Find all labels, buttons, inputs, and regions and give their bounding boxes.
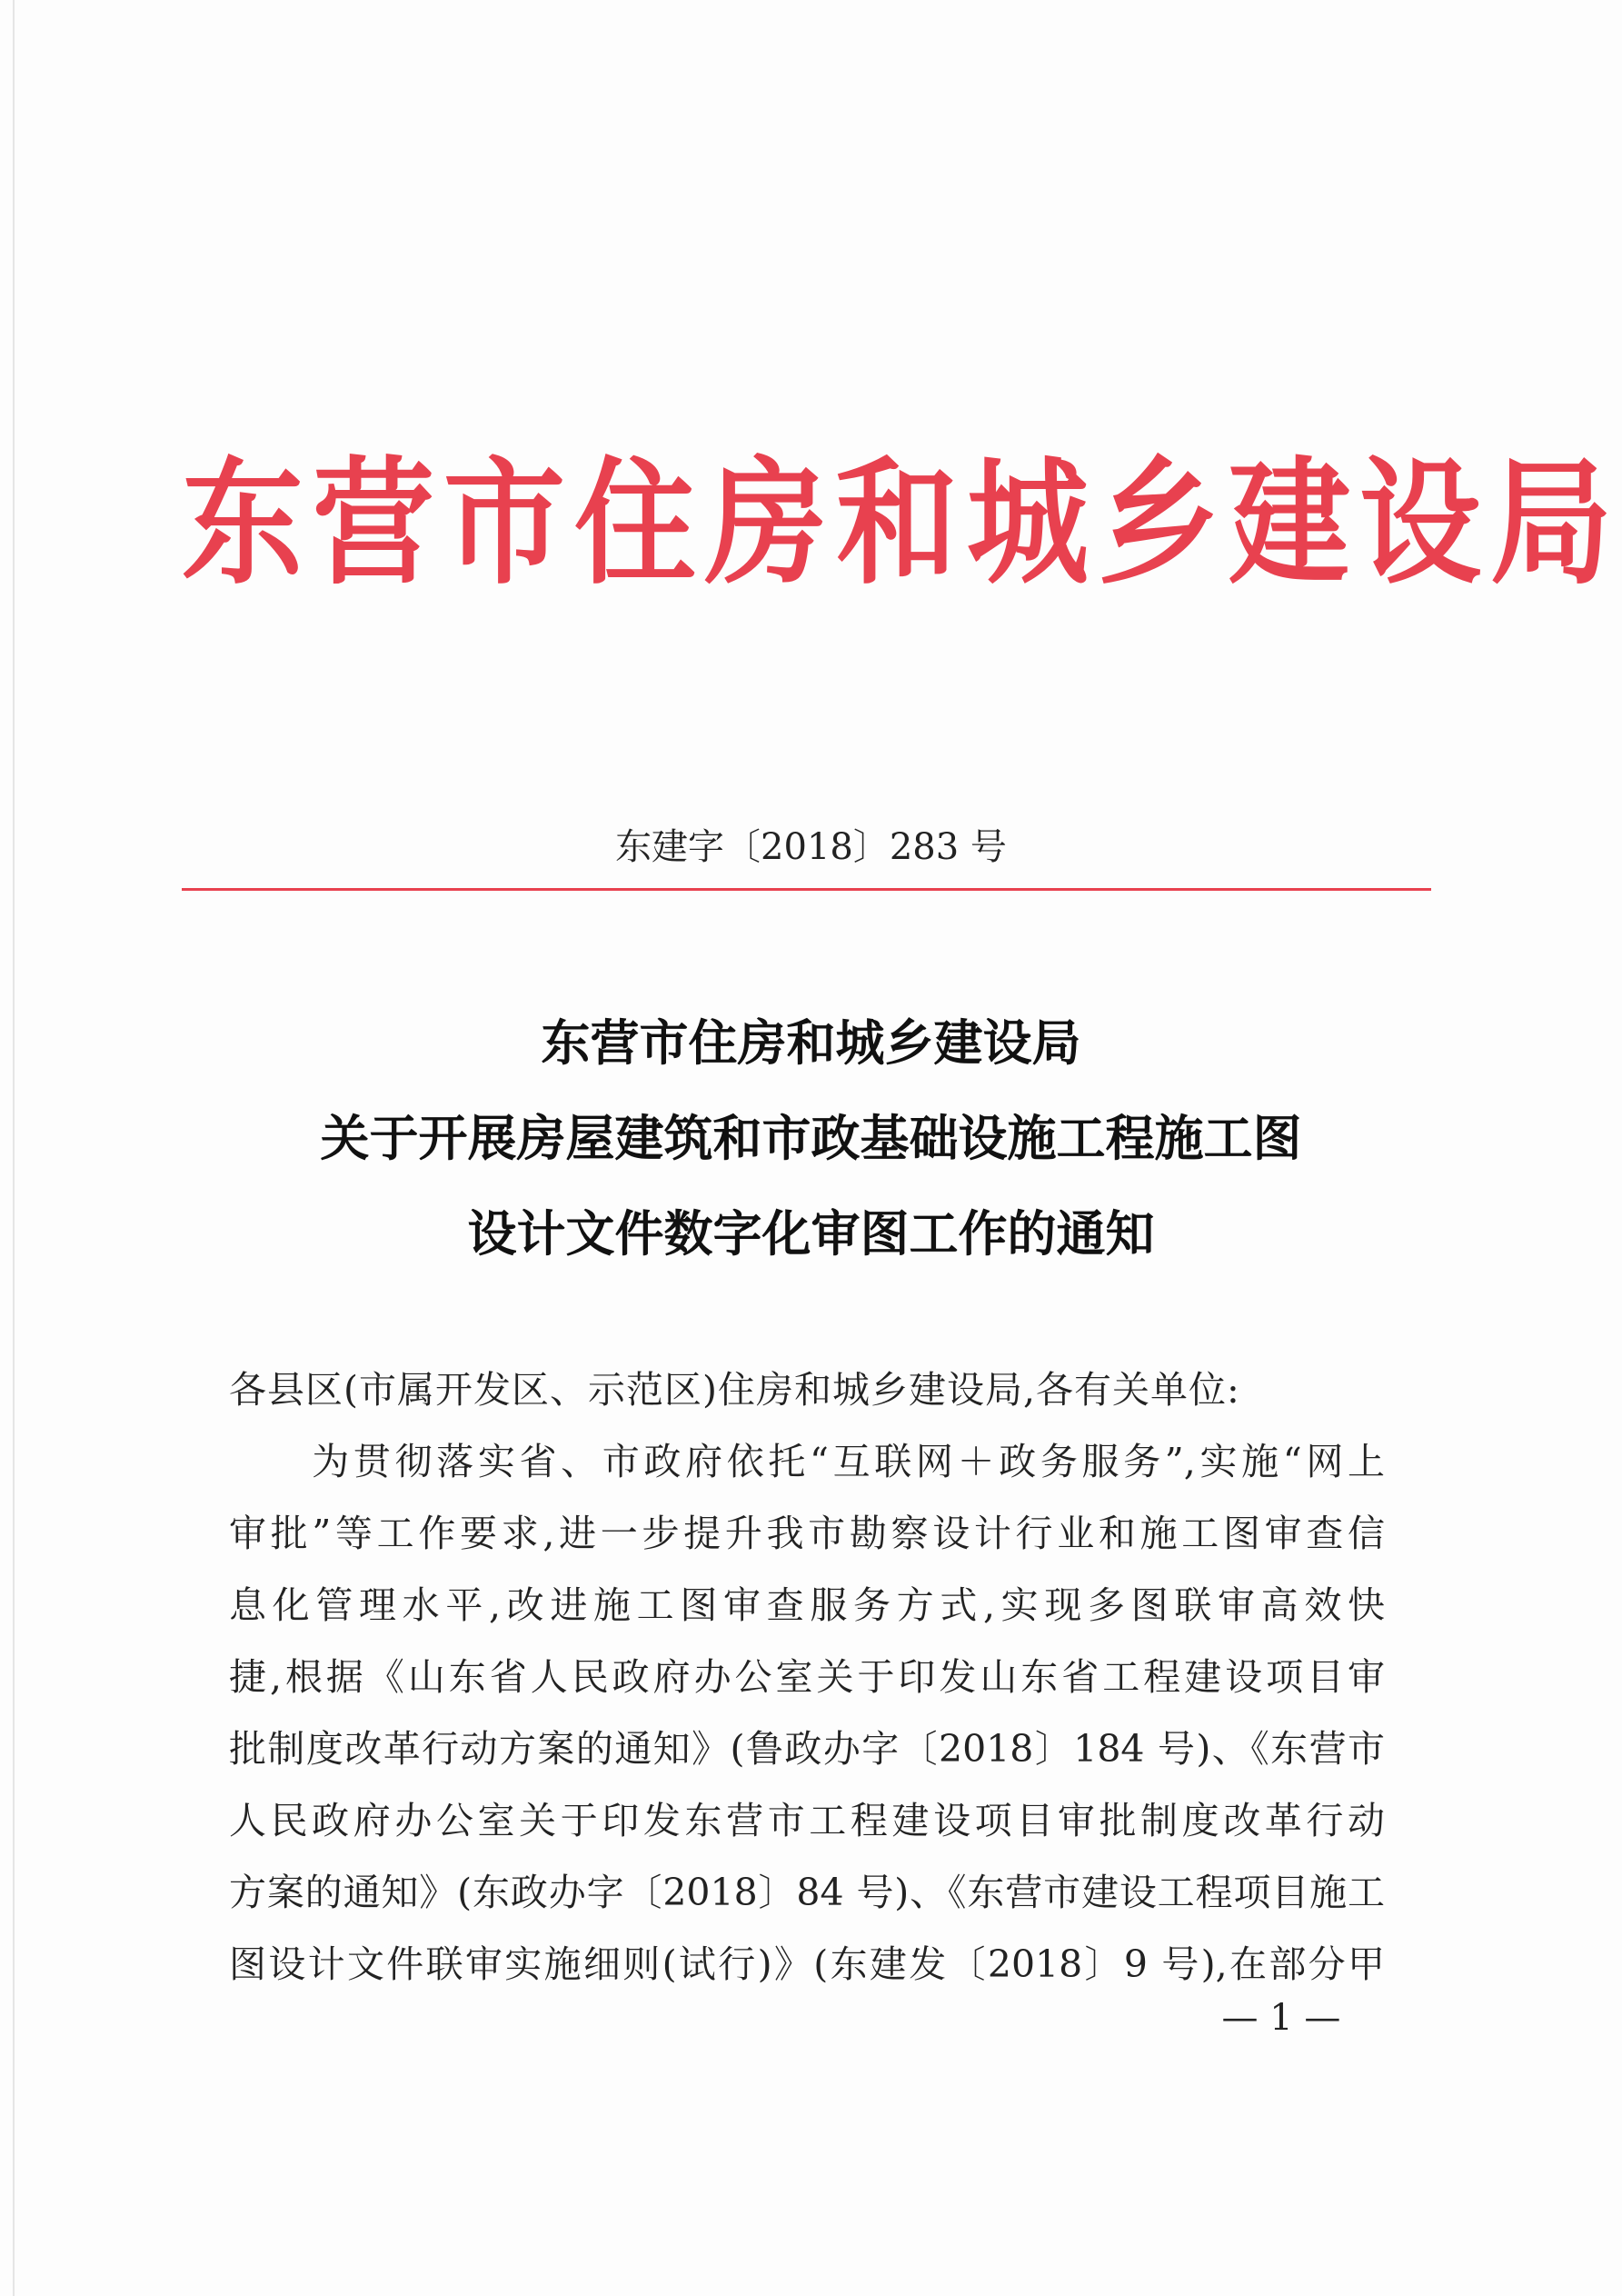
body-line: 人民政府办公室关于印发东营市工程建设项目审批制度改革行动 bbox=[229, 1799, 1385, 1842]
title-line-1: 东营市住房和城乡建设局 bbox=[541, 1013, 1081, 1072]
body-line: 图设计文件联审实施细则(试行)》(东建发〔2018〕9 号),在部分甲 bbox=[229, 1942, 1385, 1986]
body-line: 方案的通知》(东政办字〔2018〕84 号)、《东营市建设工程项目施工 bbox=[229, 1871, 1385, 1914]
agency-letterhead: 东营市住房和城乡建设局 bbox=[182, 442, 1622, 604]
salutation: 各县区(市属开发区、示范区)住房和城乡建设局,各有关单位: bbox=[229, 1368, 1240, 1412]
title-line-3: 设计文件数字化审图工作的通知 bbox=[467, 1204, 1155, 1263]
body-line: 为贯彻落实省、市政府依托“互联网＋政务服务”,实施“网上 bbox=[229, 1440, 1385, 1483]
scan-edge-line bbox=[13, 0, 15, 2296]
body-line: 息化管理水平,改进施工图审查服务方式,实现多图联审高效快 bbox=[229, 1583, 1385, 1627]
page-number: — 1 — bbox=[1221, 1997, 1341, 2039]
red-separator-line bbox=[182, 888, 1431, 891]
body-line: 捷,根据《山东省人民政府办公室关于印发山东省工程建设项目审 bbox=[229, 1655, 1385, 1699]
document-number: 东建字〔2018〕283 号 bbox=[615, 826, 1007, 868]
body-line: 审批”等工作要求,进一步提升我市勘察设计行业和施工图审查信 bbox=[229, 1512, 1385, 1555]
body-line: 批制度改革行动方案的通知》(鲁政办字〔2018〕184 号)、《东营市 bbox=[229, 1727, 1385, 1771]
title-line-2: 关于开展房屋建筑和市政基础设施工程施工图 bbox=[320, 1109, 1302, 1167]
